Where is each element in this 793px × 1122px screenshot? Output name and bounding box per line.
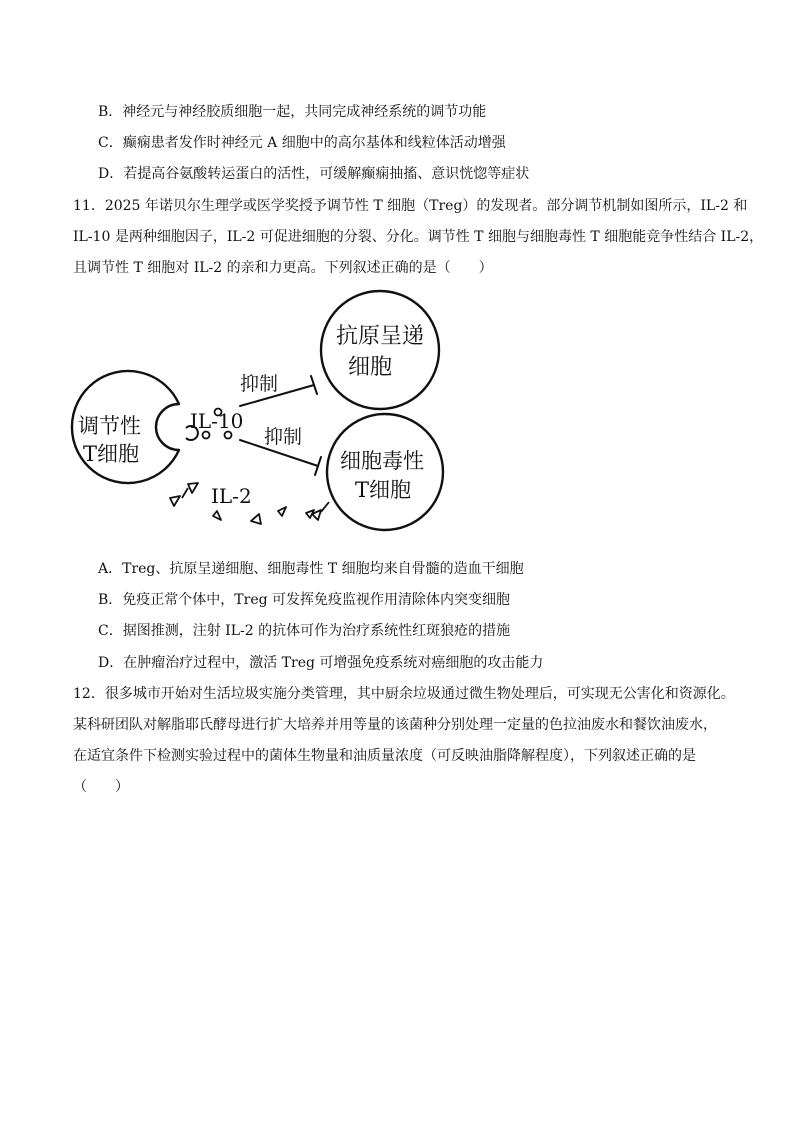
q11-option-a: A．Treg、抗原呈递细胞、细胞毒性 T 细胞均来自骨髓的造血干细胞 bbox=[98, 561, 524, 577]
q11-diagram bbox=[68, 288, 458, 538]
q11-option-d: D．在肿瘤治疗过程中，激活 Treg 可增强免疫系统对癌细胞的攻击能力 bbox=[98, 655, 544, 671]
treg-label-line-1: 调节性 bbox=[78, 414, 141, 438]
il2-molecule bbox=[278, 507, 286, 516]
apc-label-line-1: 抗原呈递 bbox=[336, 324, 425, 349]
q12-stem-line-2: 某科研团队对解脂耶氏酵母进行扩大培养并用等量的该菌种分别处理一定量的色拉油废水和餐饮油废水， bbox=[73, 717, 717, 733]
il2-molecule bbox=[213, 511, 221, 520]
ctl-label-line-2: T细胞 bbox=[355, 478, 412, 502]
q11-stem-line-2: IL-10 是两种细胞因子，IL-2 可促进细胞的分裂、分化。调节性 T 细胞与细胞毒性 T 细胞能竞争性结合 IL-2， bbox=[73, 229, 764, 245]
q11-stem-line-1: 11．2025 年诺贝尔生理学或医学奖授予调节性 T 细胞（Treg）的发现者。部分调节机制如图所示，IL-2 和 bbox=[73, 198, 748, 214]
treg-label-line-2: T细胞 bbox=[83, 442, 140, 466]
q12-stem-line-3: 在适宜条件下检测实验过程中的菌体生物量和油质量浓度（可反映油脂降解程度），下列叙述正确的是 bbox=[73, 748, 696, 764]
il2-molecule bbox=[251, 514, 261, 524]
il10-label: IL-10 bbox=[190, 409, 244, 433]
q11-stem-line-3: 且调节性 T 细胞对 IL-2 的亲和力更高。下列叙述正确的是（ ） bbox=[73, 260, 493, 276]
q11-option-b: B．免疫正常个体中，Treg 可发挥免疫监视作用清除体内突变细胞 bbox=[98, 592, 511, 608]
q10-option-c: C．癫痫患者发作时神经元 A 细胞中的高尔基体和线粒体活动增强 bbox=[98, 135, 506, 151]
treg-il2-receptor bbox=[188, 483, 198, 493]
ctl-label-line-1: 细胞毒性 bbox=[340, 449, 424, 473]
treg-receptor-notch bbox=[156, 404, 179, 450]
inhibit-label-1: 抑制 bbox=[240, 373, 279, 395]
apc-cell-outline bbox=[321, 291, 439, 409]
il2-label: IL-2 bbox=[211, 484, 252, 508]
q11-option-c: C．据图推测，注射 IL-2 的抗体可作为治疗系统性红斑狼疮的措施 bbox=[98, 623, 511, 639]
q12-stem-line-1: 12．很多城市开始对生活垃圾实施分类管理，其中厨余垃圾通过微生物处理后，可实现无公害化和资源化。 bbox=[73, 686, 735, 702]
q10-option-b: B．神经元与神经胶质细胞一起，共同完成神经系统的调节功能 bbox=[98, 104, 487, 120]
treg-il2-receptor bbox=[170, 496, 180, 506]
q10-option-d: D．若提高谷氨酸转运蛋白的活性，可缓解癫痫抽搐、意识恍惚等症状 bbox=[98, 166, 530, 182]
apc-label-line-2: 细胞 bbox=[348, 355, 393, 380]
q12-stem-line-4: （ ） bbox=[73, 779, 129, 795]
inhibit-label-2: 抑制 bbox=[264, 426, 303, 448]
